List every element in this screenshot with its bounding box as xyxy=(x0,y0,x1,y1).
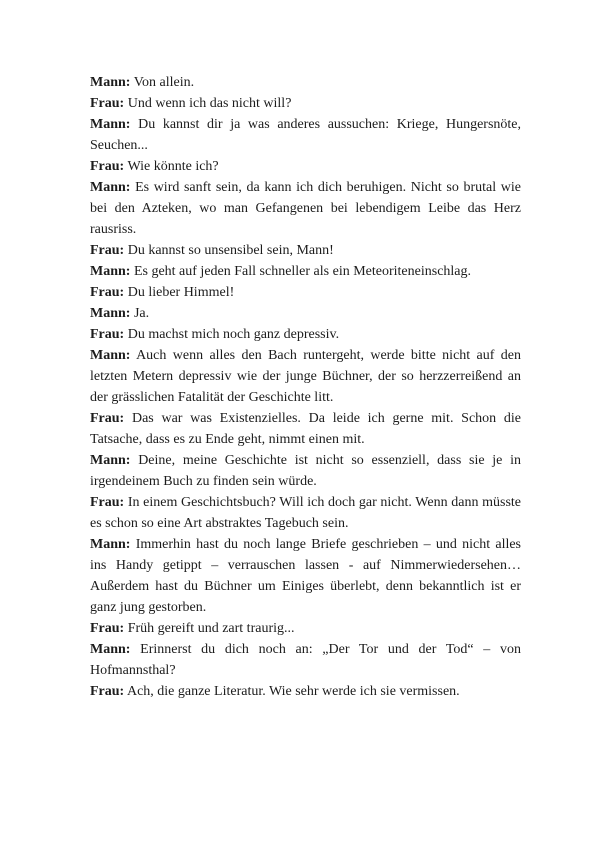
speaker-label: Mann: xyxy=(90,264,131,279)
dialogue-paragraph xyxy=(90,534,521,618)
dialogue-paragraph xyxy=(90,156,521,177)
speaker-label: Mann: xyxy=(90,348,131,363)
speech-text: Wie könnte ich? xyxy=(127,159,219,174)
speaker-label: Mann: xyxy=(90,306,131,321)
speech-text: Es geht auf jeden Fall schneller als ein Meteoriteneinschlag. xyxy=(133,264,472,279)
speaker-label: Frau: xyxy=(90,285,125,300)
dialogue-paragraph xyxy=(90,324,521,345)
speaker-label: Frau: xyxy=(90,621,125,636)
dialogue-paragraph xyxy=(90,261,521,282)
speech-text: Auch wenn alles den Bach runtergeht, werde bitte nicht auf den letzten Metern depressiv wie der junge Büchner, der so herzzerreißend an der grässlichen Fatalität der Geschichte litt. xyxy=(90,348,521,405)
speech-text: Ja. xyxy=(133,306,150,321)
dialogue-paragraph xyxy=(90,408,521,450)
dialogue-paragraph xyxy=(90,114,521,156)
speech-text: Du kannst so unsensibel sein, Mann! xyxy=(127,243,334,258)
dialogue-paragraph xyxy=(90,345,521,408)
speaker-label: Mann: xyxy=(90,453,131,468)
dialogue-paragraph xyxy=(90,303,521,324)
speech-text: Immerhin hast du noch lange Briefe geschrieben – und nicht alles ins Handy getippt – verrauschen lassen - auf Nimmerwiedersehen… Außerdem hast du Büchner um Einiges überlebt, denn bekanntlich ist er ganz jung gestorben. xyxy=(90,537,522,615)
speech-text: Und wenn ich das nicht will? xyxy=(127,96,292,111)
speaker-label: Mann: xyxy=(90,537,131,552)
speech-text: Es wird sanft sein, da kann ich dich beruhigen. Nicht so brutal wie bei den Azteken, wo man Gefangenen bei lebendigem Leibe das Herz rausriss. xyxy=(90,180,521,237)
dialogue-paragraph xyxy=(90,639,521,681)
speech-text: Du kannst dir ja was anderes aussuchen: Kriege, Hungersnöte, Seuchen... xyxy=(90,117,522,153)
speaker-label: Frau: xyxy=(90,411,125,426)
speech-text: Von allein. xyxy=(133,75,195,90)
dialogue-paragraph xyxy=(90,177,521,240)
speech-text: Du lieber Himmel! xyxy=(127,285,235,300)
speech-text: In einem Geschichtsbuch? Will ich doch gar nicht. Wenn dann müsste es schon so eine Art abstraktes Tagebuch sein. xyxy=(90,495,522,531)
speaker-label: Mann: xyxy=(90,75,131,90)
speaker-label: Frau: xyxy=(90,684,125,699)
speech-text: Ach, die ganze Literatur. Wie sehr werde ich sie vermissen. xyxy=(126,684,460,699)
dialogue-paragraph xyxy=(90,450,521,492)
dialogue-paragraph xyxy=(90,93,521,114)
speech-text: Du machst mich noch ganz depressiv. xyxy=(127,327,340,342)
speech-text: Früh gereift und zart traurig... xyxy=(127,621,295,636)
speaker-label: Mann: xyxy=(90,117,131,132)
speech-text: Das war was Existenzielles. Da leide ich gerne mit. Schon die Tatsache, dass es zu Ende geht, nimmt einen mit. xyxy=(90,411,522,447)
speaker-label: Frau: xyxy=(90,159,125,174)
dialogue-paragraph xyxy=(90,240,521,261)
speaker-label: Frau: xyxy=(90,243,125,258)
speech-text: Deine, meine Geschichte ist nicht so essenziell, dass sie je in irgendeinem Buch zu finden sein würde. xyxy=(90,453,522,489)
speaker-label: Mann: xyxy=(90,180,131,195)
dialogue-paragraph xyxy=(90,618,521,639)
speech-text: Erinnerst du dich noch an: „Der Tor und der Tod“ – von Hofmannsthal? xyxy=(90,642,521,678)
speaker-label: Mann: xyxy=(90,642,131,657)
dialogue-paragraph xyxy=(90,72,521,93)
dialogue-text-block xyxy=(90,72,521,702)
dialogue-paragraph xyxy=(90,282,521,303)
speaker-label: Frau: xyxy=(90,96,125,111)
dialogue-paragraph xyxy=(90,681,521,702)
speaker-label: Frau: xyxy=(90,495,125,510)
dialogue-paragraph xyxy=(90,492,521,534)
speaker-label: Frau: xyxy=(90,327,125,342)
